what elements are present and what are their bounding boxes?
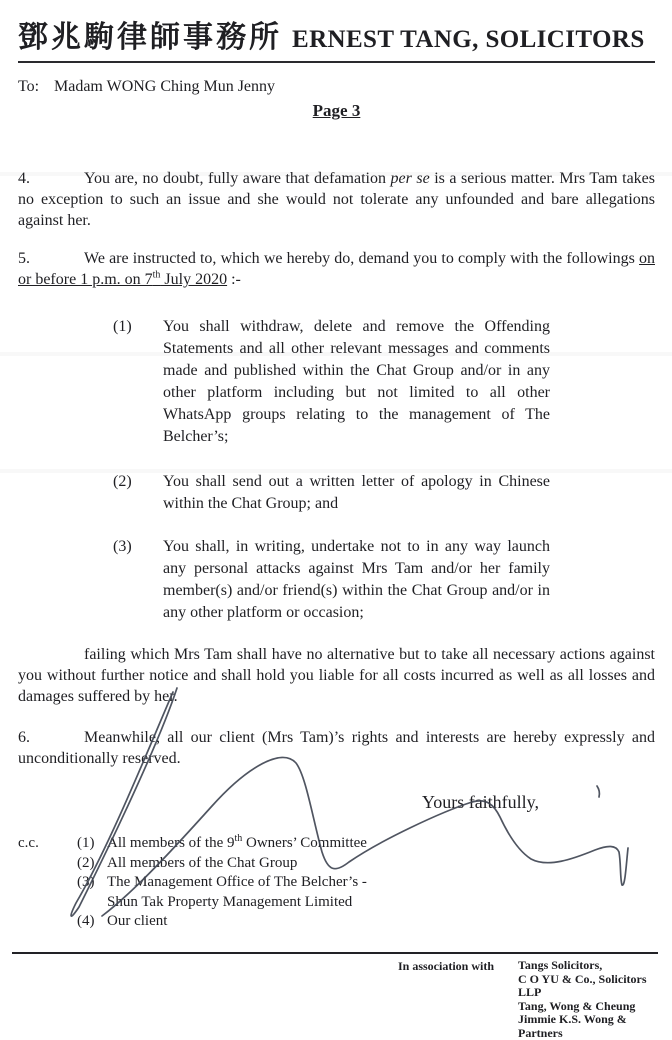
cc-item-1 (77, 834, 655, 854)
page-number: Page 3 (312, 101, 361, 120)
footer-rule (12, 952, 658, 954)
association-label: In association with (398, 959, 495, 973)
demand-item-2 (113, 471, 550, 515)
addressee-row (18, 78, 655, 96)
cc-1-number: (1) (77, 835, 95, 851)
cc-1-text-post: Owners’ Committee (242, 835, 367, 851)
demand-2-number: (2) (113, 473, 132, 490)
paragraph-5 (18, 248, 655, 290)
failing-which-paragraph: failing which Mrs Tam shall have no alternative but to take all necessary actions against you without further notice and shall hold you liable for all costs incurred as well as all losses and damages suffered by her. (18, 646, 655, 705)
associated-firm: C O YU & Co., Solicitors LLP (518, 971, 647, 999)
scan-artifact-band (0, 352, 672, 356)
firm-name-chinese: 鄧兆駒律師事務所 (18, 21, 282, 54)
cc-item-3-line2: Shun Tak Property Management Limited (107, 893, 353, 910)
cc-1-text-pre: All members of the 9 (107, 835, 235, 851)
paragraph-5-end: :- (227, 271, 241, 288)
associated-firms-list (518, 959, 672, 1040)
cc-1-text (107, 834, 367, 854)
paragraph-4-number: 4. (18, 170, 30, 187)
paragraph-6-number: 6. (18, 729, 30, 746)
signoff: Yours faithfully, (422, 792, 540, 812)
demand-1-text: You shall withdraw, delete and remove the Offending Statements and all other relevant messages and comments made and published within the Chat Group and/or in any other platform including but not limited to all other WhatsApp groups relating to the management of The Belcher’s; (163, 318, 550, 445)
cc-items (77, 834, 655, 932)
paragraph-4-text-cont: is a serious matter. Mrs Tam takes no exception to such an issue and she would not tolerate any unfounded and bare allegations against her. (18, 170, 656, 229)
cc-1-ordinal-sup: th (234, 833, 243, 844)
demand-3-number: (3) (113, 538, 132, 555)
cc-item-4 (77, 912, 655, 932)
letterhead (18, 0, 655, 63)
cc-4-number: (4) (77, 913, 95, 929)
paragraph-4-text: You are, no doubt, fully aware that defamation (84, 170, 391, 187)
cc-3-text: The Management Office of The Belcher’s - (107, 874, 367, 890)
demand-item-3 (113, 536, 550, 624)
cc-3-number: (3) (77, 874, 95, 890)
paragraph-6-text: Meanwhile, all our client (Mrs Tam)’s rights and interests are hereby expressly and unconditionally reserved. (18, 729, 655, 767)
demand-2-text: You shall send out a written letter of apology in Chinese within the Chat Group; and (163, 473, 550, 512)
cc-2-number: (2) (77, 854, 95, 871)
associated-firm: Jimmie K.S. Wong & Partners (518, 1012, 627, 1040)
paragraph-4 (18, 168, 655, 231)
cc-block (18, 834, 655, 932)
demand-1-number: (1) (113, 318, 132, 335)
deadline-text: on or before 1 p.m. on 7 (18, 250, 655, 288)
cc-item-3 (77, 873, 655, 893)
deadline-ordinal-sup: th (152, 269, 161, 281)
to-label: To: (18, 78, 40, 95)
cc-4-text: Our client (107, 913, 168, 929)
associated-firm: Tang, Wong & Cheung (518, 998, 636, 1013)
deadline-text-cont: July 2020 (160, 271, 228, 288)
firm-name-english: ERNEST TANG, SOLICITORS (292, 26, 645, 53)
recipient-name: Madam WONG Ching Mun Jenny (54, 78, 276, 95)
cc-item-2 (77, 854, 655, 874)
paragraph-6 (18, 727, 655, 769)
cc-label: c.c. (18, 835, 39, 851)
paragraph-5-number: 5. (18, 250, 30, 267)
paragraph-5-text: We are instructed to, which we hereby do, demand you to comply with the followings (84, 250, 639, 267)
scan-artifact-band (0, 469, 672, 473)
cc-2-text: All members of the Chat Group (107, 854, 298, 871)
paragraph-4-latin-phrase: per se (390, 170, 430, 187)
scan-artifact-band (0, 172, 672, 176)
demand-item-1 (113, 316, 550, 448)
associated-firm: Tangs Solicitors, (518, 958, 603, 972)
demand-3-text: You shall, in writing, undertake not to in any way launch any personal attacks against Mrs Tam and/or her family member(s) and/or friend(s) within the Chat Group and/or in any other platform or occasion; (163, 538, 550, 621)
